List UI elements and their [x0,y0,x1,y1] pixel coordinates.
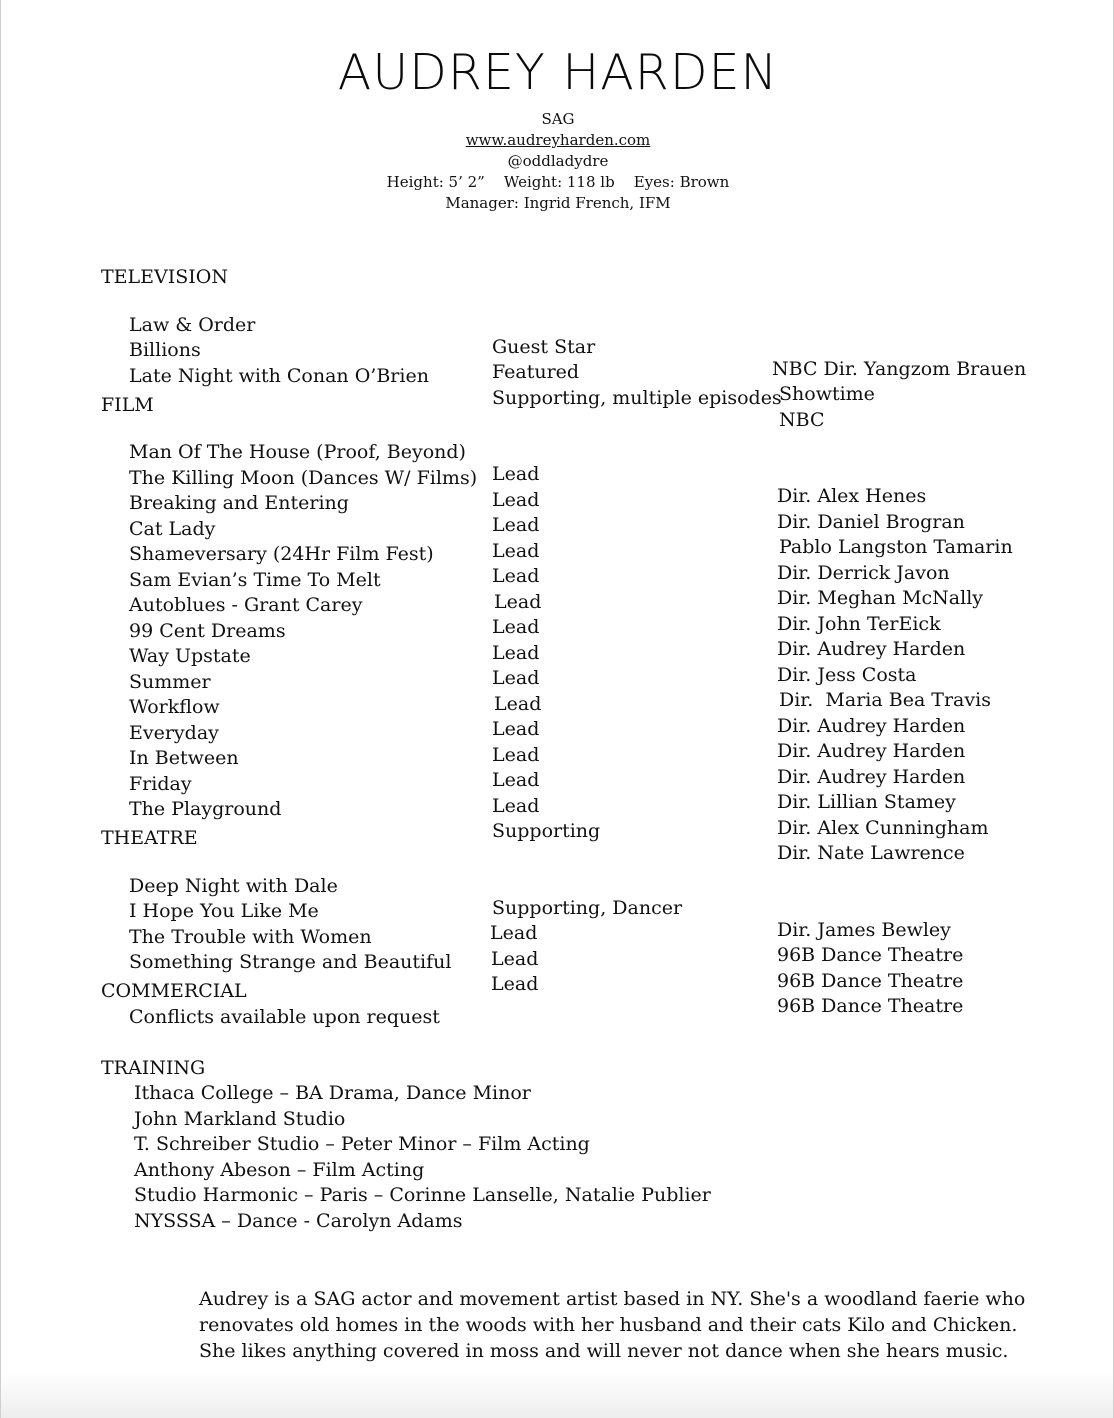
credit-role: Lead [491,973,539,995]
credit-title: Cat Lady [129,518,216,540]
credit-title: Deep Night with Dale [129,875,338,897]
credit-director: Showtime [779,383,875,405]
credit-role: Supporting [492,820,601,842]
credit-director: Dir. Nate Lawrence [777,842,965,864]
section-heading-theatre: THEATRE [101,827,198,849]
credit-role: Supporting, multiple episodes [492,387,782,409]
credit-role: Lead [492,795,540,817]
credit-title: Billions [129,339,201,361]
credit-director: 96B Dance Theatre [777,944,964,966]
credit-title: Shameversary (24Hr Film Fest) [129,543,434,565]
training-item: Anthony Abeson – Film Acting [134,1159,425,1181]
contact-info [1,109,1114,214]
credit-role: Lead [492,616,540,638]
credit-role: Lead [492,540,540,562]
bio-line: She likes anything covered in moss and will never not dance when she hears music. [199,1340,1009,1362]
credit-title: Late Night with Conan O’Brien [129,365,429,387]
credit-director: 96B Dance Theatre [777,970,964,992]
section-heading-television: TELEVISION [101,266,228,288]
credit-director: Dir. Maria Bea Travis [779,689,991,711]
page-bottom-shadow [1,1372,1113,1418]
physical-stats: Height: 5’ 2” Weight: 118 lb Eyes: Brown [386,173,730,191]
training-item: NYSSSA – Dance - Carolyn Adams [134,1210,463,1232]
credit-role: Lead [492,642,540,664]
credit-title: The Killing Moon (Dances W/ Films) [129,467,478,489]
actor-name: AUDREY HARDEN [337,44,779,101]
credit-title: 99 Cent Dreams [129,620,286,642]
credit-director: Dir. Lillian Stamey [777,791,956,813]
union-label: SAG [541,110,575,128]
credit-director: Dir. John TerEick [777,613,941,635]
credit-title: The Playground [129,798,282,820]
commercial-note: Conflicts available upon request [129,1006,440,1028]
credit-title: Law & Order [129,314,256,336]
credit-role: Lead [491,948,539,970]
credit-title: In Between [129,747,239,769]
credit-role: Supporting, Dancer [492,897,683,919]
bio-line: renovates old homes in the woods with her husband and their cats Kilo and Chicken. [199,1314,1018,1336]
credit-role: Lead [492,514,540,536]
training-item: John Markland Studio [134,1108,346,1130]
bio-line: Audrey is a SAG actor and movement artist based in NY. She's a woodland faerie who [199,1288,1026,1310]
credit-role: Lead [492,769,540,791]
credit-role: Lead [492,565,540,587]
credit-director: 96B Dance Theatre [777,995,964,1017]
credit-role: Guest Star [492,336,596,358]
credit-title: Summer [129,671,211,693]
credit-title: Everyday [129,722,219,744]
credit-director: Dir. James Bewley [777,919,951,941]
credit-role: Lead [492,744,540,766]
credit-director: Dir. Jess Costa [777,664,917,686]
section-heading-commercial: COMMERCIAL [101,980,247,1002]
credit-role: Lead [494,693,542,715]
credit-director: Dir. Audrey Harden [777,638,966,660]
credit-director: Dir. Audrey Harden [777,766,966,788]
credit-role: Lead [492,463,540,485]
credit-director: Dir. Audrey Harden [777,740,966,762]
credit-role: Lead [492,718,540,740]
social-handle: @oddladydre [507,152,609,170]
credit-role: Lead [492,667,540,689]
credit-title: Man Of The House (Proof, Beyond) [129,441,466,463]
credit-role: Featured [492,361,580,383]
credit-role: Lead [494,591,542,613]
credit-director: Pablo Langston Tamarin [779,536,1013,558]
manager-info: Manager: Ingrid French, IFM [445,194,671,212]
credit-title: Workflow [129,696,220,718]
website-link[interactable]: www.audreyharden.com [465,131,651,149]
training-item: T. Schreiber Studio – Peter Minor – Film Acting [134,1133,590,1155]
section-heading-training: TRAINING [101,1057,206,1079]
credit-director: Dir. Meghan McNally [777,587,984,609]
credit-director: Dir. Daniel Brogran [777,511,965,533]
credit-title: Breaking and Entering [129,492,349,514]
credit-title: Friday [129,773,192,795]
credit-role: Lead [492,489,540,511]
training-item: Studio Harmonic – Paris – Corinne Lanselle, Natalie Publier [134,1184,711,1206]
credit-director: Dir. Alex Henes [777,485,927,507]
credit-title: Sam Evian’s Time To Melt [129,569,381,591]
credit-title: The Trouble with Women [129,926,372,948]
credit-director: NBC [779,409,825,431]
bio-paragraph [199,1286,1026,1364]
credit-director: Dir. Audrey Harden [777,715,966,737]
credit-director: Dir. Derrick Javon [777,562,950,584]
credit-role: Lead [490,922,538,944]
credit-title: Autoblues - Grant Carey [129,594,363,616]
section-heading-film: FILM [101,394,154,416]
credit-director: NBC Dir. Yangzom Brauen [772,358,1027,380]
credit-director: Dir. Alex Cunningham [777,817,989,839]
credit-title: I Hope You Like Me [129,900,319,922]
credit-title: Way Upstate [129,645,251,667]
training-item: Ithaca College – BA Drama, Dance Minor [134,1082,531,1104]
credit-title: Something Strange and Beautiful [129,951,452,973]
